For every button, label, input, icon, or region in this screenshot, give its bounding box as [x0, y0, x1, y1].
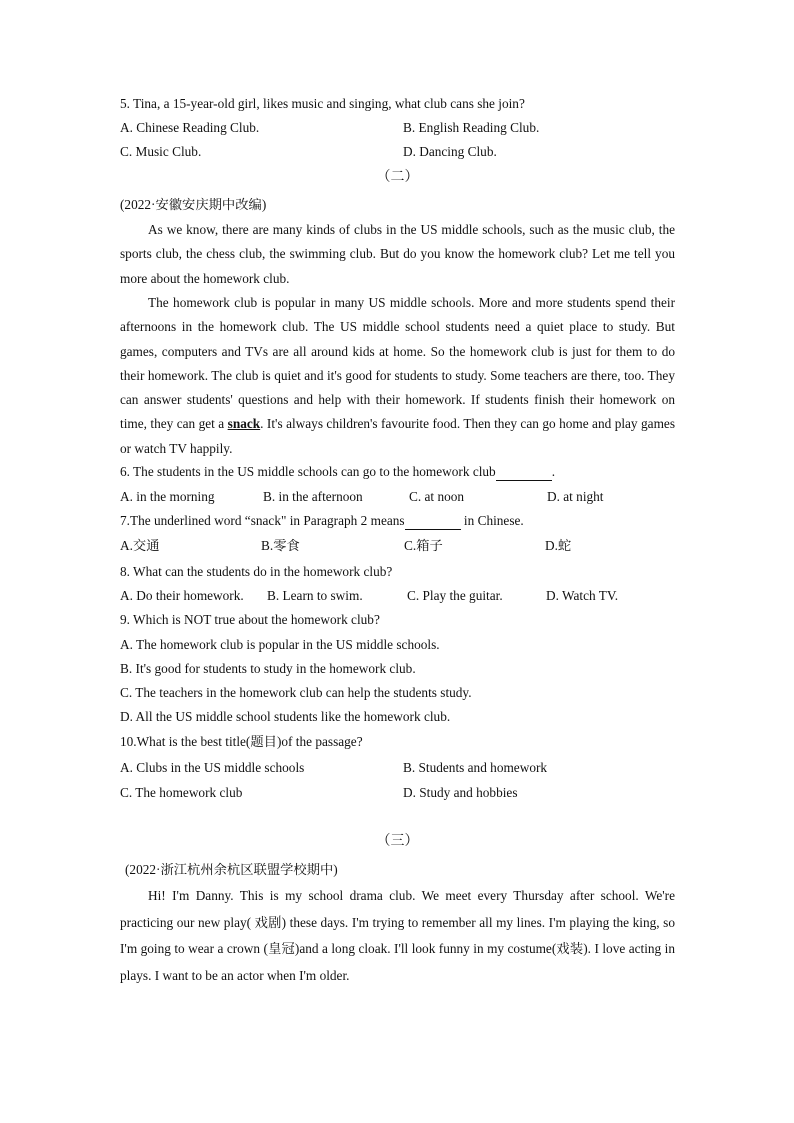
q9-option-d: D. All the US middle school students like the homework club.: [120, 709, 451, 724]
section2-paragraph-2-text: The homework club is popular in many US middle schools. More and more students spend their afternoons in the homework club. The US middle school students need a quiet place to study. But games, computers and TVs are all around kids at home. So the homework club is just for them to do their homework. The club is quiet and it's good for students to study. Some teachers are there, too. They can answer students' questions and help with their homework. If students finish their homework on time, they can get a: [120, 295, 675, 432]
q7-question-line: [120, 513, 524, 530]
q6-answer-blank[interactable]: [496, 464, 552, 481]
underlined-word-snack: snack: [227, 416, 261, 432]
q8-question: 8. What can the students do in the homework club?: [120, 564, 393, 579]
q6-option-a: A. in the morning: [120, 489, 215, 504]
q10-option-c: C. The homework club: [120, 785, 243, 800]
q6-question: 6. The students in the US middle schools can go to the homework club: [120, 464, 496, 479]
q5-option-d: D. Dancing Club.: [403, 144, 497, 159]
q7-question-end: in Chinese.: [460, 513, 524, 528]
q9-option-c: C. The teachers in the homework club can help the students study.: [120, 685, 472, 700]
section3-paragraph-1-text: Hi! I'm Danny. This is my school drama club. We meet every Thursday after school. We're practicing our new play( 戏剧) these days. I'm trying to remember all my lines. I'm playing the king, so I'm going to wear a crown (皇冠)and a long cloak. I'll look funny in my costume(戏装). I love acting in plays. I want to be an actor when I'm older.: [120, 888, 675, 983]
q6-option-d: D. at night: [547, 489, 604, 504]
section2-paragraph-1: [120, 218, 675, 291]
q10-option-d: D. Study and hobbies: [403, 785, 518, 800]
q9-option-b: B. It's good for students to study in the homework club.: [120, 661, 416, 676]
q8-option-d: D. Watch TV.: [546, 588, 619, 603]
q6-question-line: [120, 464, 555, 481]
q7-question: 7.The underlined word “snack" in Paragraph 2 means: [120, 513, 405, 528]
q7-answer-blank[interactable]: [405, 513, 461, 530]
q5-option-c: C. Music Club.: [120, 144, 202, 159]
q6-question-end: .: [551, 464, 556, 479]
q6-option-b: B. in the afternoon: [263, 489, 363, 504]
section2-paragraph-2: [120, 291, 675, 461]
q5-option-a: A. Chinese Reading Club.: [120, 120, 260, 135]
q7-option-a: A.交通: [120, 538, 160, 553]
q6-option-c: C. at noon: [409, 489, 465, 504]
section3-heading: （三）: [376, 834, 419, 849]
q8-option-a: A. Do their homework.: [120, 588, 244, 603]
q5-option-b: B. English Reading Club.: [403, 120, 540, 135]
q7-option-b: B.零食: [261, 538, 300, 553]
section2-paragraph-1-text: As we know, there are many kinds of clubs in the US middle schools, such as the music club, the sports club, the chess club, the swimming club. But do you know the homework club? Let me tell you more about the homework club.: [120, 222, 675, 286]
q5-question: 5. Tina, a 15-year-old girl, likes music and singing, what club cans she join?: [120, 96, 525, 111]
section2-source: (2022·安徽安庆期中改编): [120, 197, 267, 212]
section3-source: (2022·浙江杭州余杭区联盟学校期中): [125, 862, 338, 877]
q10-option-b: B. Students and homework: [403, 760, 548, 775]
section2-paragraph-2-end: . It's always children's favourite food. Then they can go home and play games or watch TV happily.: [120, 416, 675, 456]
q7-option-d: D.蛇: [545, 538, 572, 553]
q8-option-c: C. Play the guitar.: [407, 588, 503, 603]
section3-paragraph-1: [120, 883, 675, 989]
section2-heading: （二）: [376, 170, 419, 185]
q10-question: 10.What is the best title(题目)of the passage?: [120, 734, 363, 749]
q9-option-a: A. The homework club is popular in the US middle schools.: [120, 637, 440, 652]
q10-option-a: A. Clubs in the US middle schools: [120, 760, 305, 775]
q8-option-b: B. Learn to swim.: [267, 588, 363, 603]
q7-option-c: C.箱子: [404, 538, 443, 553]
q9-question: 9. Which is NOT true about the homework club?: [120, 612, 380, 627]
